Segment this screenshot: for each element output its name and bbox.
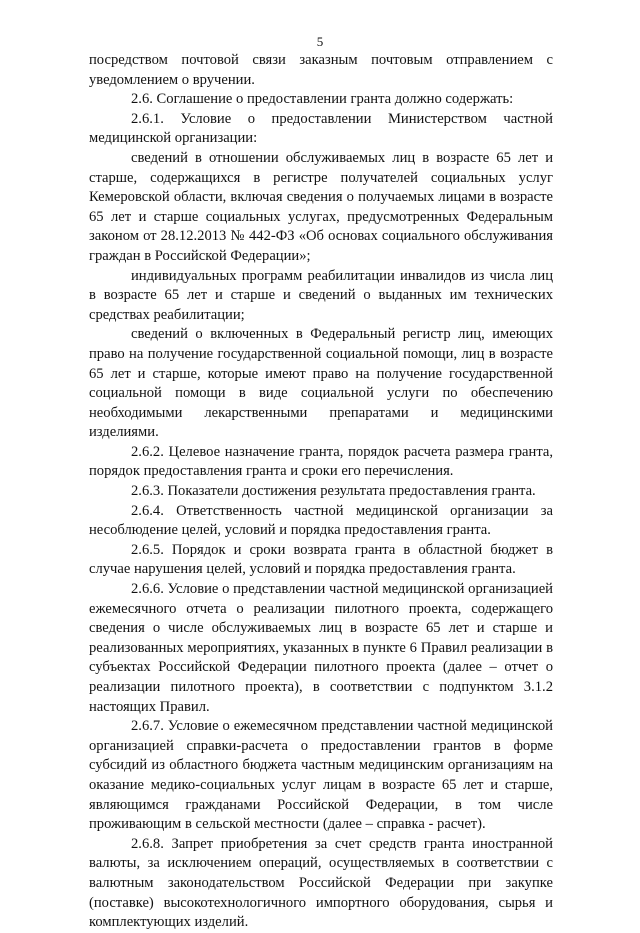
paragraph-p-2-6-1-a: сведений в отношении обслуживаемых лиц в возрасте 65 лет и старше, содержащихся в регистре получателей социальных услуг Кемеровской области, включая сведения о получаемых лицами в возрасте 65 лет и старше социальных услугах, предусмотренных Федеральным законом от 28.12.2013 № 442-ФЗ «Об основах социального обслуживания граждан в Российской Федерации»;	[89, 149, 553, 264]
paragraph-p-2-6-5: 2.6.5. Порядок и сроки возврата гранта в областной бюджет в случае нарушения целей, условий и порядка предоставления гранта.	[89, 541, 553, 578]
paragraph-p-2-6-4: 2.6.4. Ответственность частной медицинской организации за несоблюдение целей, условий и порядка предоставления гранта.	[89, 502, 553, 539]
paragraph-p-2-6-1-b: индивидуальных программ реабилитации инвалидов из числа лиц в возрасте 65 лет и старше и сведений о выданных им технических средствах реабилитации;	[89, 267, 553, 323]
paragraph-p-2-6-2: 2.6.2. Целевое назначение гранта, порядок расчета размера гранта, порядок предоставления гранта и сроки его перечисления.	[89, 443, 553, 480]
paragraph-p-2-6-1-c: сведений о включенных в Федеральный регистр лиц, имеющих право на получение государственной социальной помощи, лиц в возрасте 65 лет и старше, которые имеют право на получение государственной социальной помощи в виде социальной услуги по обеспечению необходимыми лекарственными препаратами и медицинскими изделиями.	[89, 326, 553, 441]
document-body	[89, 51, 553, 933]
paragraph-p-2-6-1: 2.6.1. Условие о предоставлении Министерством частной медицинской организации:	[89, 110, 553, 147]
paragraph-p-2-6-8: 2.6.8. Запрет приобретения за счет средств гранта иностранной валюты, за исключением операций, осуществляемых в соответствии с валютным законодательством Российской Федерации при закупке (поставке) высокотехнологичного импортного оборудования, сырья и комплектующих изделий.	[89, 835, 553, 931]
paragraph-p-cont: посредством почтовой связи заказным почтовым отправлением с уведомлением о вручении.	[89, 52, 553, 88]
paragraph-p-2-6-7: 2.6.7. Условие о ежемесячном представлении частной медицинской организацией справки-расчета о предоставлении грантов в форме субсидий из областного бюджета частным медицинским организациям на оказание медико-социальных услуг лицам в возрасте 65 лет и старше, являющимся гражданами Российской Федерации, в том числе проживающим в сельской местности (далее – справка - расчет).	[89, 718, 553, 833]
paragraph-p-2-6-6: 2.6.6. Условие о представлении частной медицинской организацией ежемесячного отчета о реализации пилотного проекта, содержащего сведения о числе обслуживаемых лиц в возрасте 65 лет и старше и реализованных мероприятиях, указанных в пункте 6 Правил реализации в субъектах Российской Федерации пилотного проекта (далее – отчет о реализации пилотного проекта), в соответствии с подпунктом 3.1.2 настоящих Правил.	[89, 581, 553, 715]
page-number: 5	[316, 34, 324, 49]
paragraph-p-2-6-3: 2.6.3. Показатели достижения результата предоставления гранта.	[131, 483, 536, 500]
paragraph-p-2-6: 2.6. Соглашение о предоставлении гранта должно содержать:	[131, 91, 514, 108]
